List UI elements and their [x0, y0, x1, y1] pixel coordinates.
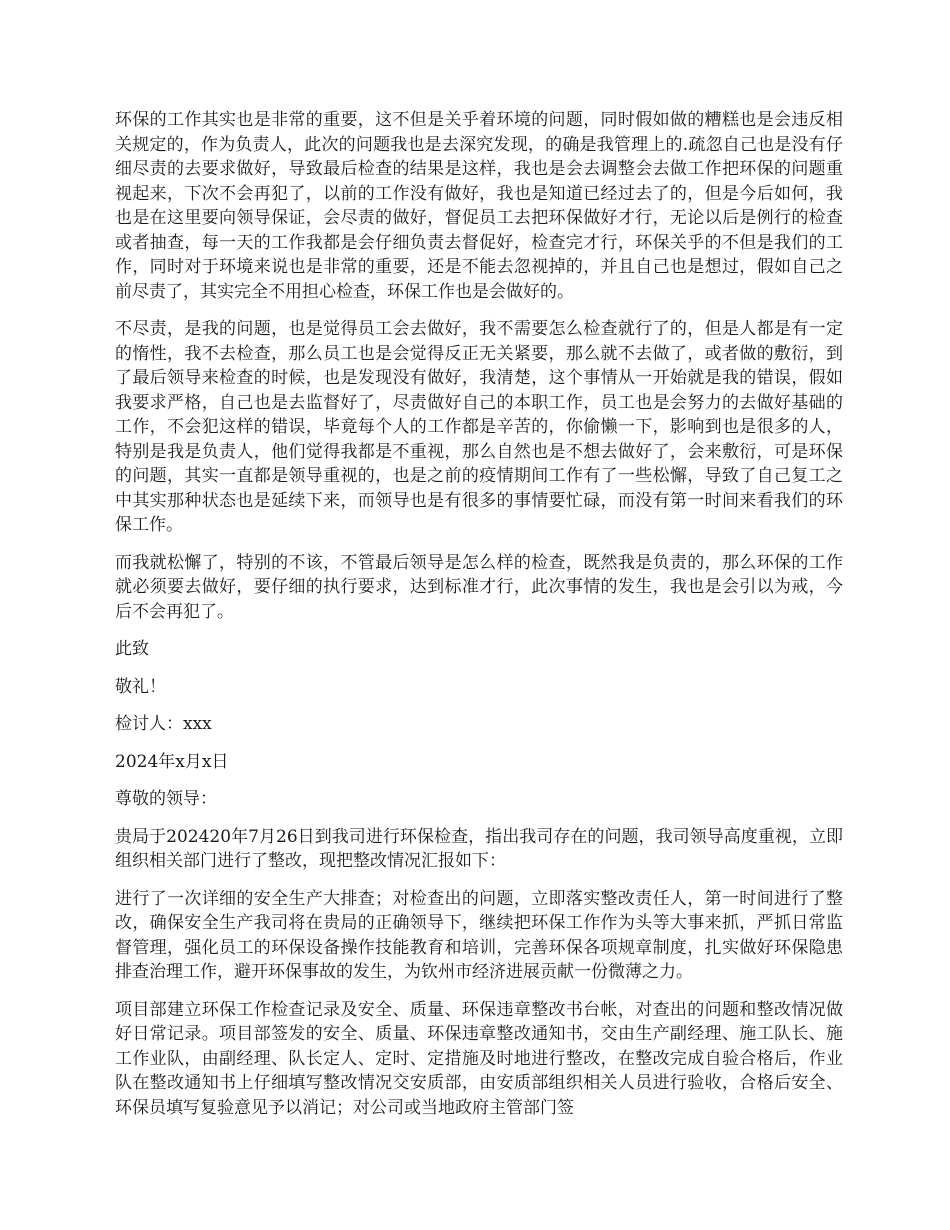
date-text: 2024年x月x日 — [115, 751, 229, 772]
closing-text: 此致 — [115, 639, 149, 659]
salute-text: 敬礼！ — [115, 676, 166, 697]
paragraph-responsibility: 不尽责，是我的问题，也是觉得员工会去做好，我不需要怎么检查就行了的，但是人都是有一定的惰性，我不去检查，那么员工也是会觉得反正无关紧要，那么就不去做了，或者做的敷衍，到了最后领导来检查的时候，也是发现没有做好，我清楚，这个事情从一开始就是我的错误，假如我要求严格，自己也是去监督好了，尽责做好自己的本职工作，员工也是会努力的去做好基础的工作，不会犯这样的错误，毕竟每个人的工作都是辛苦的，你偷懒一下，影响到也是很多的人，特别是我是负责人，他们觉得我都是不重视，那么自然也是不想去做好了，会来敷衍，可是环保的问题，其实一直都是领导重视的，也是之前的疫情期间工作有了一些松懈，导致了自己复工之中其实那种状态也是延续下来，而领导也是有很多的事情要忙碌，而没有第一时间来看我们的环保工作。 — [115, 319, 843, 535]
signer-text: 检讨人：xxx — [115, 714, 212, 734]
paragraph-environment-importance: 环保的工作其实也是非常的重要，这不但是关乎着环境的问题，同时假如做的糟糕也是会违反相关规定的，作为负责人，此次的问题我也是去深究发现，的确是我管理上的.疏忽自己也是没有仔细尽责的去要求做好，导致最后检查的结果是这样，我也是会去调整会去做工作把环保的问题重视起来，下次不会再犯了，以前的工作没有做好，我也是知道已经过去了的，但是今后如何，我也是在这里要向领导保证，会尽责的做好，督促员工去把环保做好才行，无论以后是例行的检查或者抽查，每一天的工作我都是会仔细负责去督促好，检查完才行，环保关乎的不但是我们的工作，同时对于环境来说也是非常的重要，还是不能去忽视掉的，并且自己也是想过，假如自己之前尽责了，其实完全不用担心检查，环保工作也是会做好的。 — [115, 110, 843, 302]
greeting-text: 尊敬的领导： — [115, 789, 217, 809]
document-page — [115, 108, 843, 1133]
paragraph-rectification: 进行了一次详细的安全生产大排查；对检查出的问题，立即落实整改责任人，第一时间进行了整改，确保安全生产我司将在贵局的正确领导下，继续把环保工作作为头等大事来抓，严抓日常监督管理，强化员工的环保设备操作技能教育和培训，完善环保各项规章制度，扎实做好环保隐患排查治理工作，避开环保事故的发生，为钦州市经济进展贡献一份微薄之力。 — [115, 888, 843, 982]
paragraph-lesson: 而我就松懈了，特别的不该，不管最后领导是怎么样的检查，既然我是负责的，那么环保的工作就必须要去做好，要仔细的执行要求，达到标准才行，此次事情的发生，我也是会引以为戒，今后不会再犯了。 — [115, 552, 843, 622]
paragraph-project-records: 项目部建立环保工作检查记录及安全、质量、环保违章整改书台帐，对查出的问题和整改情况做好日常记录。项目部签发的安全、质量、环保违章整改通知书，交由生产副经理、施工队长、施工作业队，由副经理、队长定人、定时、定措施及时地进行整改，在整改完成自验合格后，作业队在整改通知书上仔细填写整改情况交安质部，由安质部组织相关人员进行验收，合格后安全、环保员填写复验意见予以消记；对公司或当地政府主管部门签 — [115, 999, 843, 1118]
paragraph-inspection-report: 贵局于202420年7月26日到我司进行环保检查，指出我司存在的问题，我司领导高度重视，立即组织相关部门进行了整改，现把整改情况汇报如下： — [115, 826, 843, 871]
